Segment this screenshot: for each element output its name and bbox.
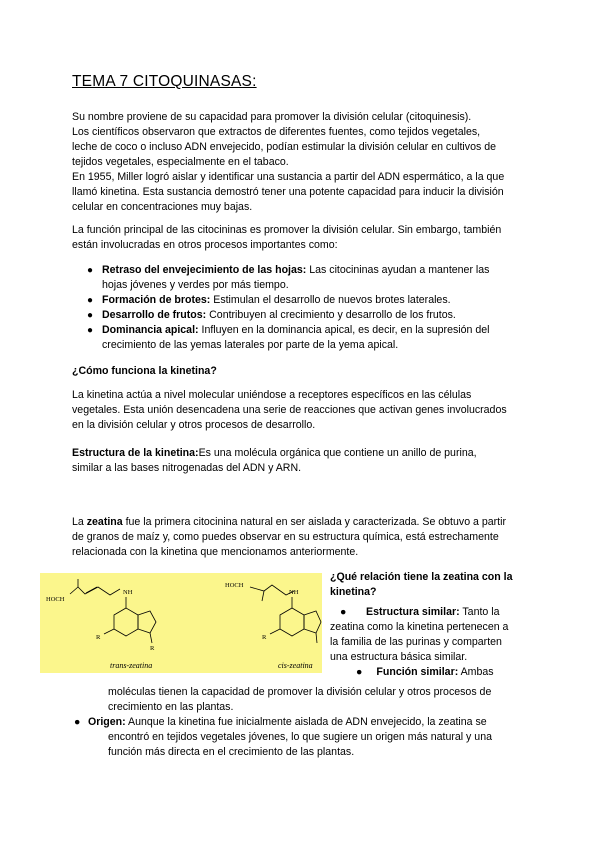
origen-line: función más directa en el crecimiento de las plantas.	[108, 746, 355, 758]
bullet-icon: ●	[356, 666, 363, 678]
cis-zeatin-structure	[250, 585, 321, 643]
item-heading: Retraso del envejecimiento de las hojas:	[102, 264, 307, 276]
intro-line: Los científicos observaron que extractos de diferentes fuentes, como tejidos vegetales,	[72, 126, 481, 138]
r-label-a2: R	[150, 645, 155, 652]
list-item	[72, 293, 532, 308]
estructura-cont: similar a las bases nitrogenadas del ADN y ARN.	[72, 462, 302, 474]
item-text: Las citocininas ayudan a mantener las	[306, 264, 490, 276]
bullet-icon: ●	[74, 716, 81, 728]
funcion-similar-heading: Función similar:	[376, 666, 459, 678]
trans-zeatin-caption: trans-zeatina	[110, 661, 153, 670]
intro-line: En 1955, Miller logró aislar y identificar una sustancia a partir del ADN espermático, a la que	[72, 171, 505, 183]
kinetina-line: en la división celular y otros procesos de desarrollo.	[72, 419, 316, 431]
nh-label-b: NH	[289, 589, 299, 596]
zeatina-text: fue la primera citocinina natural en ser aislada y caracterizada. Se obtuvo a partir	[122, 516, 506, 528]
nh-label-a: NH	[123, 589, 133, 596]
bullet-icon: ●	[87, 265, 94, 276]
funcion-line: moléculas tienen la capacidad de promover la división celular y otros procesos de	[108, 686, 492, 698]
list-item	[72, 308, 532, 323]
funcion-similar-text: Ambas	[458, 666, 494, 678]
item-text-cont: crecimiento de las yemas laterales por parte de la yema apical.	[102, 339, 399, 351]
bullet-icon: ●	[340, 606, 347, 618]
relation-heading-cont: kinetina?	[330, 586, 377, 598]
question-heading: ¿Cómo funciona la kinetina?	[72, 365, 217, 377]
funcion-line: La función principal de las citocininas es promover la división celular. Sin embargo, también	[72, 224, 502, 236]
bullet-icon: ●	[87, 295, 94, 306]
similar-line: una estructura básica similar.	[330, 651, 468, 663]
similar-line: zeatina como la kinetina pertenecen a	[330, 621, 509, 633]
similar-heading: Estructura similar:	[366, 606, 460, 618]
relation-heading: ¿Qué relación tiene la zeatina con la	[330, 571, 513, 583]
hoch2-label-a: HOCH	[46, 596, 65, 603]
intro-line: llamó kinetina. Esta sustancia demostró tener una potente capacidad para inducir la división	[72, 186, 504, 198]
funcion-similar-cont	[108, 685, 532, 715]
bullet-icon: ●	[87, 310, 94, 321]
estructura-paragraph	[72, 446, 532, 476]
list-item	[72, 263, 532, 293]
zeatina-paragraph	[72, 515, 532, 560]
r-label-b: R	[262, 634, 267, 641]
item-heading: Dominancia apical:	[102, 324, 199, 336]
kinetina-paragraph	[72, 388, 532, 433]
bullet-icon: ●	[87, 325, 94, 336]
estructura-text: Es una molécula orgánica que contiene un anillo de purina,	[198, 447, 477, 459]
zeatina-line: relacionada con la kinetina que mencionamos anteriormente.	[72, 546, 359, 558]
page-title: TEMA 7 CITOQUINASAS:	[72, 73, 257, 90]
item-text: Estimulan el desarrollo de nuevos brotes laterales.	[210, 294, 451, 306]
kinetina-line: vegetales. Esta unión desencadena una serie de reacciones que activan genes involucrados	[72, 404, 507, 416]
intro-paragraph	[72, 110, 532, 215]
origen-text: Aunque la kinetina fue inicialmente aislada de ADN envejecido, la zeatina se	[125, 716, 487, 728]
section-heading	[72, 364, 532, 379]
intro-line: leche de coco o incluso ADN envejecido, podían estimular la división celular en cultivos de	[72, 141, 496, 153]
bullet-list	[72, 263, 532, 353]
kinetina-line: La kinetina actúa a nivel molecular uniéndose a receptores específicos en las células	[72, 389, 472, 401]
origen-item	[74, 715, 532, 760]
intro-line: Su nombre proviene de su capacidad para promover la división celular (citoquinesis).	[72, 111, 472, 123]
item-text: Influyen en la dominancia apical, es decir, en la supresión del	[198, 324, 490, 336]
zeatin-structures-figure	[40, 573, 322, 673]
trans-zeatin-structure	[70, 579, 156, 643]
item-text: Contribuyen al crecimiento y desarrollo de los frutos.	[206, 309, 456, 321]
origen-heading: Origen:	[88, 716, 126, 728]
estructura-heading: Estructura de la kinetina:	[72, 447, 199, 459]
intro-line: celular en concentraciones muy bajas.	[72, 201, 253, 213]
r-label-a: R	[96, 634, 101, 641]
funcion-line: están involucradas en otros procesos importantes como:	[72, 239, 338, 251]
item-text-cont: hojas jóvenes y verdes por más tiempo.	[102, 279, 289, 291]
cis-zeatin-caption: cis-zeatina	[278, 661, 313, 670]
funcion-paragraph	[72, 223, 532, 253]
similar-text: Tanto la	[459, 606, 500, 618]
funcion-line: crecimiento en las plantas.	[108, 701, 234, 713]
list-item	[72, 323, 532, 353]
chemical-structures-drawing	[40, 573, 322, 673]
hoch2-label-b: HOCH	[225, 582, 244, 589]
origen-line: encontró en tejidos vegetales jóvenes, lo que sugiere un origen más natural y una	[108, 731, 492, 743]
relation-section	[330, 570, 536, 680]
zeatina-line: de granos de maíz y, como puedes observar en su estructura química, está estrechamente	[72, 531, 499, 543]
zeatina-term: zeatina	[86, 516, 123, 528]
zeatina-pre: La	[72, 516, 87, 528]
similar-line: la familia de las purinas y comparten	[330, 636, 502, 648]
intro-line: tejidos vegetales, especialmente en el tabaco.	[72, 156, 289, 168]
item-heading: Desarrollo de frutos:	[102, 309, 207, 321]
item-heading: Formación de brotes:	[102, 294, 211, 306]
